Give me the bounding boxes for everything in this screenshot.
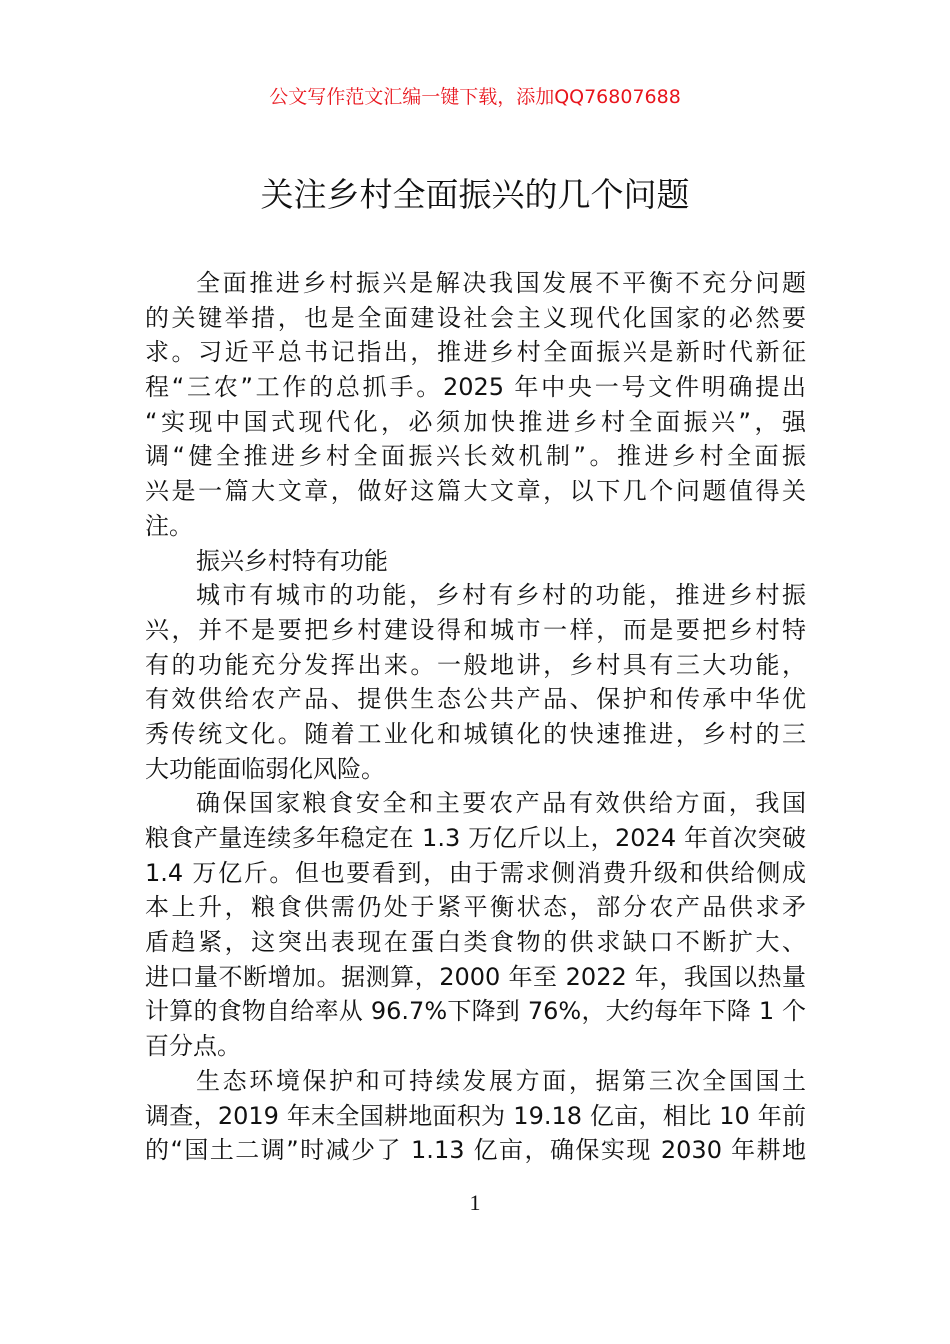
paragraph — [145, 1064, 806, 1168]
page-number: 1 — [469, 1190, 481, 1215]
download-promo-header: 公文写作范文汇编一键下载，添加QQ76807688 — [269, 86, 681, 108]
text-line: 兴是一篇大文章，做好这篇大文章，以下几个问题值得关 — [145, 477, 806, 506]
text-line: 城市有城市的功能，乡村有乡村的功能，推进乡村振 — [196, 581, 806, 610]
text-line: “实现中国式现代化，必须加快推进乡村全面振兴”，强 — [145, 407, 806, 436]
text-line: 1.4 万亿斤。但也要看到，由于需求侧消费升级和供给侧成 — [145, 858, 806, 887]
paragraph — [145, 266, 806, 544]
text-line: 调“健全推进乡村全面振兴长效机制”。推进乡村全面振 — [145, 442, 806, 471]
text-line: 生态环境保护和可持续发展方面，据第三次全国国土 — [196, 1066, 806, 1095]
text-line: 进口量不断增加。据测算，2000 年至 2022 年，我国以热量 — [145, 962, 806, 991]
document-title: 关注乡村全面振兴的几个问题 — [260, 175, 690, 214]
text-line: 求。习近平总书记指出，推进乡村全面振兴是新时代新征 — [145, 338, 806, 367]
paragraph — [145, 786, 806, 1064]
text-line: 调查，2019 年末全国耕地面积为 19.18 亿亩，相比 10 年前 — [145, 1101, 806, 1130]
paragraph — [145, 578, 806, 786]
text-line: 的“国土二调”时减少了 1.13 亿亩，确保实现 2030 年耕地 — [145, 1136, 806, 1165]
document-body — [145, 266, 806, 1168]
text-line: 兴，并不是要把乡村建设得和城市一样，而是要把乡村特 — [145, 615, 806, 644]
text-line: 大功能面临弱化风险。 — [145, 754, 385, 783]
text-line: 本上升，粮食供需仍处于紧平衡状态，部分农产品供求矛 — [145, 893, 806, 922]
text-line: 全面推进乡村振兴是解决我国发展不平衡不充分问题 — [196, 269, 806, 297]
text-line: 计算的食物自给率从 96.7%下降到 76%，大约每年下降 1 个 — [145, 997, 806, 1026]
text-line: 粮食产量连续多年稳定在 1.3 万亿斤以上，2024 年首次突破 — [145, 824, 806, 852]
text-line: 确保国家粮食安全和主要农产品有效供给方面，我国 — [196, 789, 806, 818]
text-line: 的关键举措，也是全面建设社会主义现代化国家的必然要 — [145, 303, 806, 332]
text-line: 注。 — [145, 511, 193, 540]
text-line: 程“三农”工作的总抓手。2025 年中央一号文件明确提出 — [145, 373, 806, 402]
text-line: 秀传统文化。随着工业化和城镇化的快速推进，乡村的三 — [145, 719, 806, 748]
text-line: 有效供给农产品、提供生态公共产品、保护和传承中华优 — [145, 685, 806, 714]
text-line: 盾趋紧，这突出表现在蛋白类食物的供求缺口不断扩大、 — [145, 928, 806, 957]
text-line: 有的功能充分发挥出来。一般地讲，乡村具有三大功能， — [145, 650, 806, 679]
text-line: 振兴乡村特有功能 — [196, 546, 388, 575]
text-line: 百分点。 — [145, 1032, 241, 1061]
section-heading — [145, 544, 806, 579]
